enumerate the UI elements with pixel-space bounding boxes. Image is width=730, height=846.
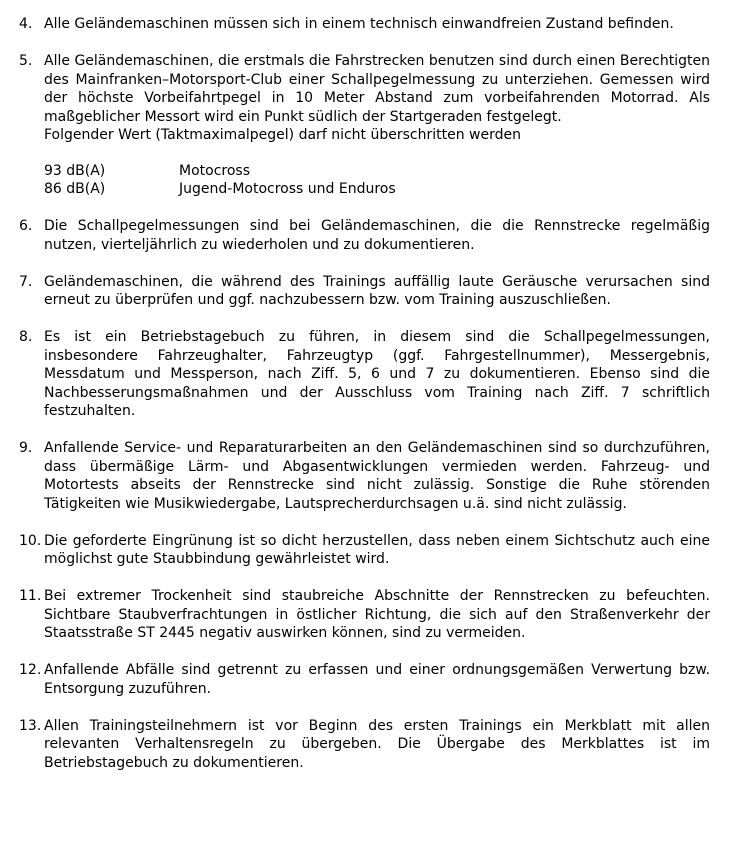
- list-item-4: [19, 15, 710, 34]
- item-text: Die geforderte Eingrünung ist so dicht herzustellen, dass neben einem Sichtschutz auch eine möglichst gute Staubbindung gewährleistet wird.: [44, 532, 710, 567]
- item-number: 9.: [19, 440, 33, 456]
- noise-limit-table: [44, 162, 710, 199]
- item-number: 5.: [19, 53, 33, 69]
- item-text: Anfallende Service- und Reparaturarbeiten an den Geländemaschinen sind so durchzuführen, dass übermäßige Lärm- und Abgasentwicklungen vermieden werden. Fahrzeug- und Motortests abseits der Rennstrecke sind nicht zulässig. Sonstige die Ruhe störenden Tätigkeiten wie Musikwiedergabe, Lautsprecherdurchsagen u.ä. sind nicht zulässig.: [44, 440, 710, 512]
- list-item-8: [19, 328, 710, 421]
- noise-limit-value: 86 dB(A): [44, 181, 106, 197]
- item-number: 6.: [19, 218, 33, 234]
- item-number: 13.: [19, 717, 42, 734]
- noise-limit-label: Jugend-Motocross und Enduros: [179, 181, 396, 197]
- list-item-11: [19, 587, 710, 643]
- list-item-13: [19, 717, 710, 773]
- item-text: Alle Geländemaschinen müssen sich in einem technisch einwandfreien Zustand befinden.: [44, 16, 674, 32]
- item-text: Es ist ein Betriebstagebuch zu führen, in diesem sind die Schallpegelmessungen, insbesondere Fahrzeughalter, Fahrzeugtyp (ggf. Fahrgestellnummer), Messergebnis, Messdatum und Messperson, nach Ziff. 5, 6 und 7 zu dokumentieren. Ebenso sind die Nachbesserungsmaßnahmen und der Ausschluss vom Training nach Ziff. 7 schriftlich festzuhalten.: [44, 329, 710, 419]
- item-number: 7.: [19, 273, 33, 290]
- item-text: Bei extremer Trockenheit sind staubreiche Abschnitte der Rennstrecken zu befeuchten. Sichtbare Staubverfrachtungen in östlicher Richtung, die sich auf den Straßenverkehr der Staatsstraße ST 2445 negativ auswirken können, sind zu vermeiden.: [44, 588, 710, 641]
- item-number: 10.: [19, 532, 42, 549]
- list-item-5: [19, 52, 710, 199]
- list-item-12: [19, 661, 710, 698]
- noise-limit-value: 93 dB(A): [44, 162, 106, 179]
- noise-limit-row: [44, 162, 710, 181]
- item-text: Die Schallpegelmessungen sind bei Geländemaschinen, die die Rennstrecke regelmäßig nutzen, vierteljährlich zu wiederholen und zu dokumentieren.: [44, 218, 710, 253]
- item-number: 11.: [19, 588, 42, 604]
- noise-limit-row: [44, 180, 710, 199]
- item-text: Alle Geländemaschinen, die erstmals die Fahrstrecken benutzen sind durch einen Berechtigten des Mainfranken–Motorsport-Club einer Schallpegelmessung zu unterziehen. Gemessen wird der höchste Vorbeifahrtpegel in 10 Meter Abstand zum vorbeifahrenden Motorrad. Als maßgeblicher Messort wird ein Punkt südlich der Startgeraden festgelegt.: [44, 53, 710, 125]
- item-number: 4.: [19, 16, 33, 32]
- item-text: Geländemaschinen, die während des Trainings auffällig laute Geräusche verursachen sind erneut zu überprüfen und ggf. nachzubessern bzw. vom Training auszuschließen.: [44, 273, 710, 308]
- list-item-7: [19, 273, 710, 310]
- item-content: [44, 52, 710, 199]
- item-number: 8.: [19, 329, 33, 345]
- item-number: 12.: [19, 662, 42, 678]
- list-item-10: [19, 532, 710, 569]
- noise-limit-label: Motocross: [179, 162, 250, 179]
- item-text: Allen Trainingsteilnehmern ist vor Beginn des ersten Trainings ein Merkblatt mit allen relevanten Verhaltensregeln zu übergeben. Die Übergabe des Merkblattes ist im Betriebstagebuch zu dokumentieren.: [44, 717, 710, 771]
- list-item-6: [19, 217, 710, 254]
- item-text: Anfallende Abfälle sind getrennt zu erfassen und einer ordnungsgemäßen Verwertung bzw. Entsorgung zuzuführen.: [44, 662, 710, 697]
- item-text-continuation: Folgender Wert (Taktmaximalpegel) darf nicht überschritten werden: [44, 127, 521, 143]
- list-item-9: [19, 439, 710, 513]
